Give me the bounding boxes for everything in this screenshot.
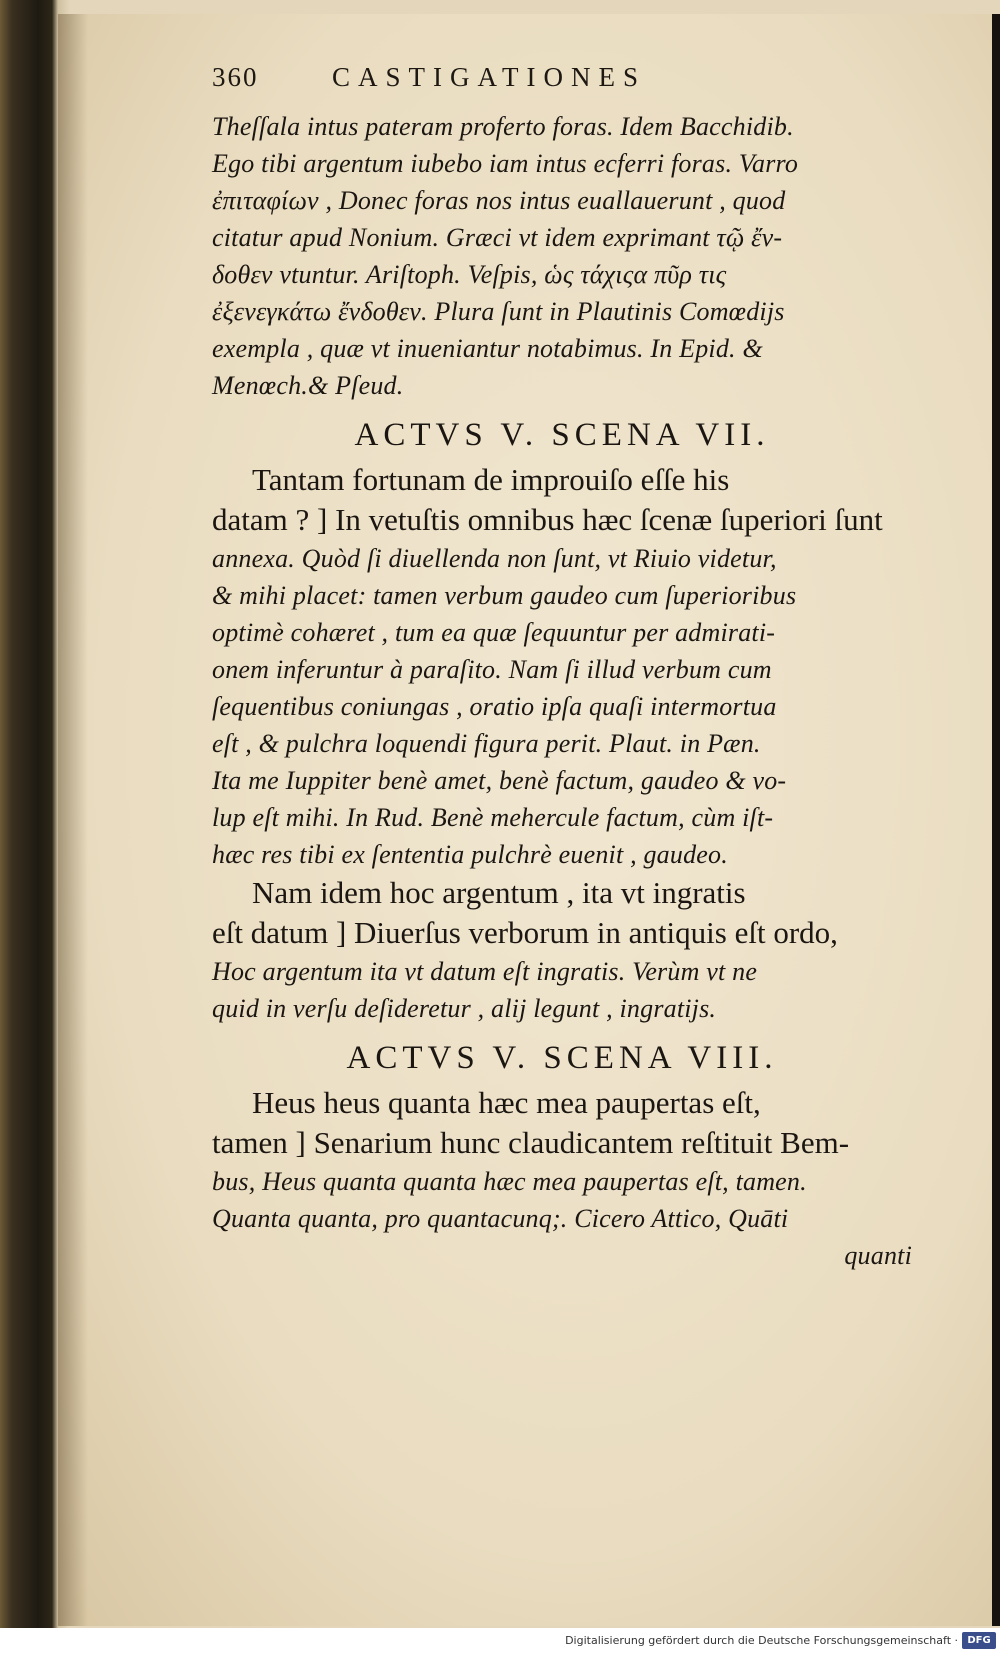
lemma-line: Tantam fortunam de improuiſo eſſe his xyxy=(252,462,730,497)
catchword: quanti xyxy=(844,1241,912,1270)
text-line: Hoc argentum ita vt datum eſt ingratis. Verùm vt ne xyxy=(212,957,758,986)
footer-bar xyxy=(0,1628,1000,1656)
page-text xyxy=(212,108,912,1274)
section-heading: ACTVS V. SCENA VII. xyxy=(354,417,770,453)
spine-shadow xyxy=(58,14,88,1626)
text-line: Theſſala intus pateram proferto foras. Idem Bacchidib. xyxy=(212,112,794,141)
running-head xyxy=(212,62,892,93)
text-line: optimè cohæret , tum ea quæ ſequuntur per admirati- xyxy=(212,618,776,647)
text-line: exempla , quæ vt inueniantur notabimus. In Epid. & xyxy=(212,334,763,363)
text-line: δοθεν vtuntur. Ariſtoph. Veſpis, ὡς τάχιςα πῦρ τις xyxy=(212,260,727,289)
text-line: ἐξενεγκάτω ἔνδοθεν. Plura ſunt in Plautinis Comœdijs xyxy=(212,297,785,326)
lemma-line: datam ? ] In vetuſtis omnibus hæc ſcenæ ſuperiori ſunt xyxy=(212,502,883,537)
text-line: ſequentibus coniungas , oratio ipſa quaſi intermortua xyxy=(212,692,777,721)
lemma-line: eſt datum ] Diuerſus verborum in antiquis eſt ordo, xyxy=(212,915,838,950)
text-line: onem inferuntur à paraſito. Nam ſi illud verbum cum xyxy=(212,655,772,684)
text-line: Ita me Iuppiter benè amet, benè factum, gaudeo & vo- xyxy=(212,766,787,795)
text-line: hæc res tibi ex ſententia pulchrè euenit , gaudeo. xyxy=(212,840,728,869)
text-line: bus, Heus quanta quanta hæc mea paupertas eſt, tamen. xyxy=(212,1167,807,1196)
page-number: 360 xyxy=(212,62,259,92)
lemma-line: tamen ] Senarium hunc claudicantem reſtituit Bem- xyxy=(212,1125,850,1160)
section-heading: ACTVS V. SCENA VIII. xyxy=(346,1040,778,1076)
text-line: quid in verſu deſideretur , alij legunt , ingratijs. xyxy=(212,994,717,1023)
text-line: Menœch.& Pſeud. xyxy=(212,371,404,400)
dfg-logo-icon: DFG xyxy=(962,1632,996,1649)
lemma-line: Nam idem hoc argentum , ita vt ingratis xyxy=(252,875,746,910)
text-line: annexa. Quòd ſi diuellenda non ſunt, vt Riuio videtur, xyxy=(212,544,777,573)
text-line: Ego tibi argentum iubebo iam intus ecferri foras. Varro xyxy=(212,149,799,178)
lemma-line: Heus heus quanta hæc mea paupertas eſt, xyxy=(252,1085,761,1120)
text-line: & mihi placet: tamen verbum gaudeo cum ſuperioribus xyxy=(212,581,797,610)
text-line: eſt , & pulchra loquendi figura perit. Plaut. in Pæn. xyxy=(212,729,761,758)
text-line: lup eſt mihi. In Rud. Benè mehercule factum, cùm iſt- xyxy=(212,803,774,832)
funding-credit: Digitalisierung gefördert durch die Deutsche Forschungsgemeinschaft · xyxy=(565,1634,958,1647)
running-title: CASTIGATIONES xyxy=(332,62,647,92)
text-line: Quanta quanta, pro quantacunq;. Cicero Attico, Quāti xyxy=(212,1204,789,1233)
text-line: ἐπιταφίων , Donec foras nos intus euallauerunt , quod xyxy=(212,186,786,215)
text-line: citatur apud Nonium. Græci vt idem exprimant τῷ ἔν- xyxy=(212,223,783,252)
